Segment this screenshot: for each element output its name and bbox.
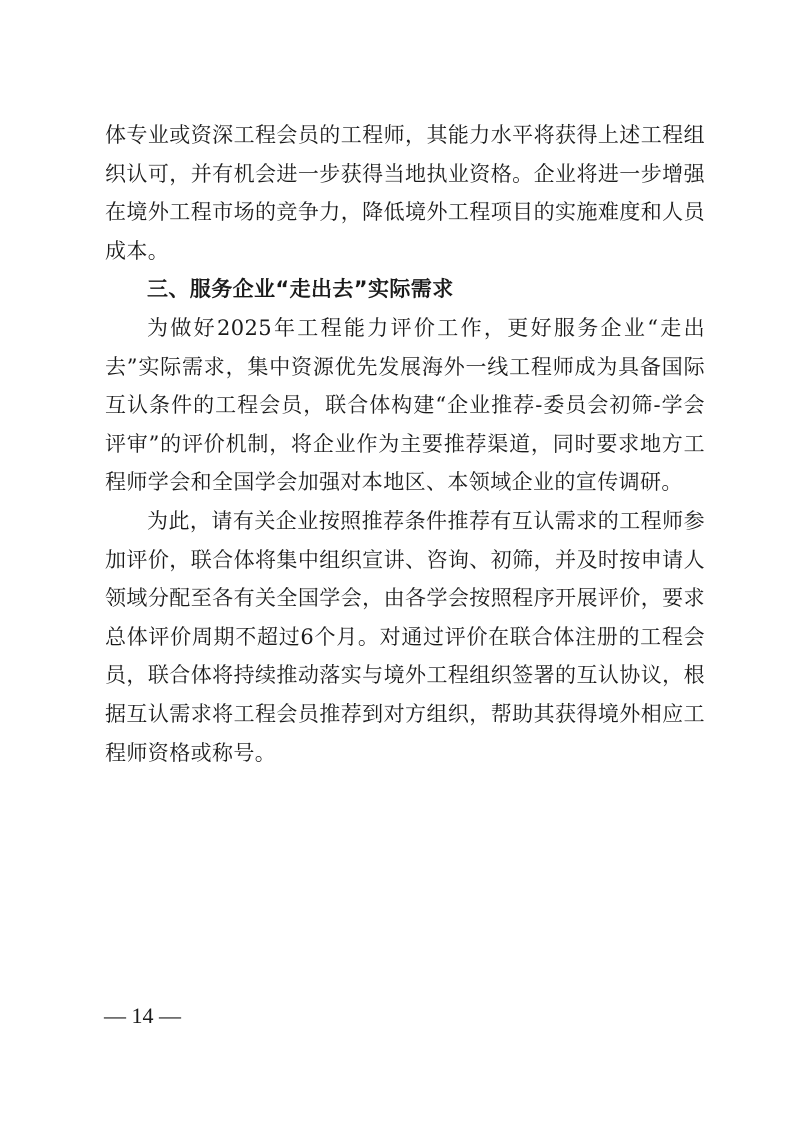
page-number: — 14 —: [104, 1003, 181, 1028]
body-paragraph: 为做好2025年工程能力评价工作，更好服务企业“走出去”实际需求，集中资源优先发展海外一线工程师成为具备国际互认条件的工程会员，联合体构建“企业推荐-委员会初筛-学会评审”的评价机制，将企业作为主要推荐渠道，同时要求地方工程师学会和全国学会加强对本地区、本领域企业的宣传调研。: [105, 315, 705, 495]
section-heading: 三、服务企业“走出去”实际需求: [147, 277, 454, 302]
body-paragraph: 为此，请有关企业按照推荐条件推荐有互认需求的工程师参加评价，联合体将集中组织宣讲、咨询、初筛，并及时按申请人领域分配至各有关全国学会，由各学会按照程序开展评价，要求总体评价周期不超过6个月。对通过评价在联合体注册的工程会员，联合体将持续推动落实与境外工程组织签署的互认协议，根据互认需求将工程会员推荐到对方组织，帮助其获得境外相应工程师资格或称号。: [105, 508, 705, 765]
document-body: [105, 116, 705, 772]
continuation-paragraph: 体专业或资深工程会员的工程师，其能力水平将获得上述工程组织认可，并有机会进一步获得当地执业资格。企业将进一步增强在境外工程市场的竞争力，降低境外工程项目的实施难度和人员成本。: [105, 123, 705, 263]
